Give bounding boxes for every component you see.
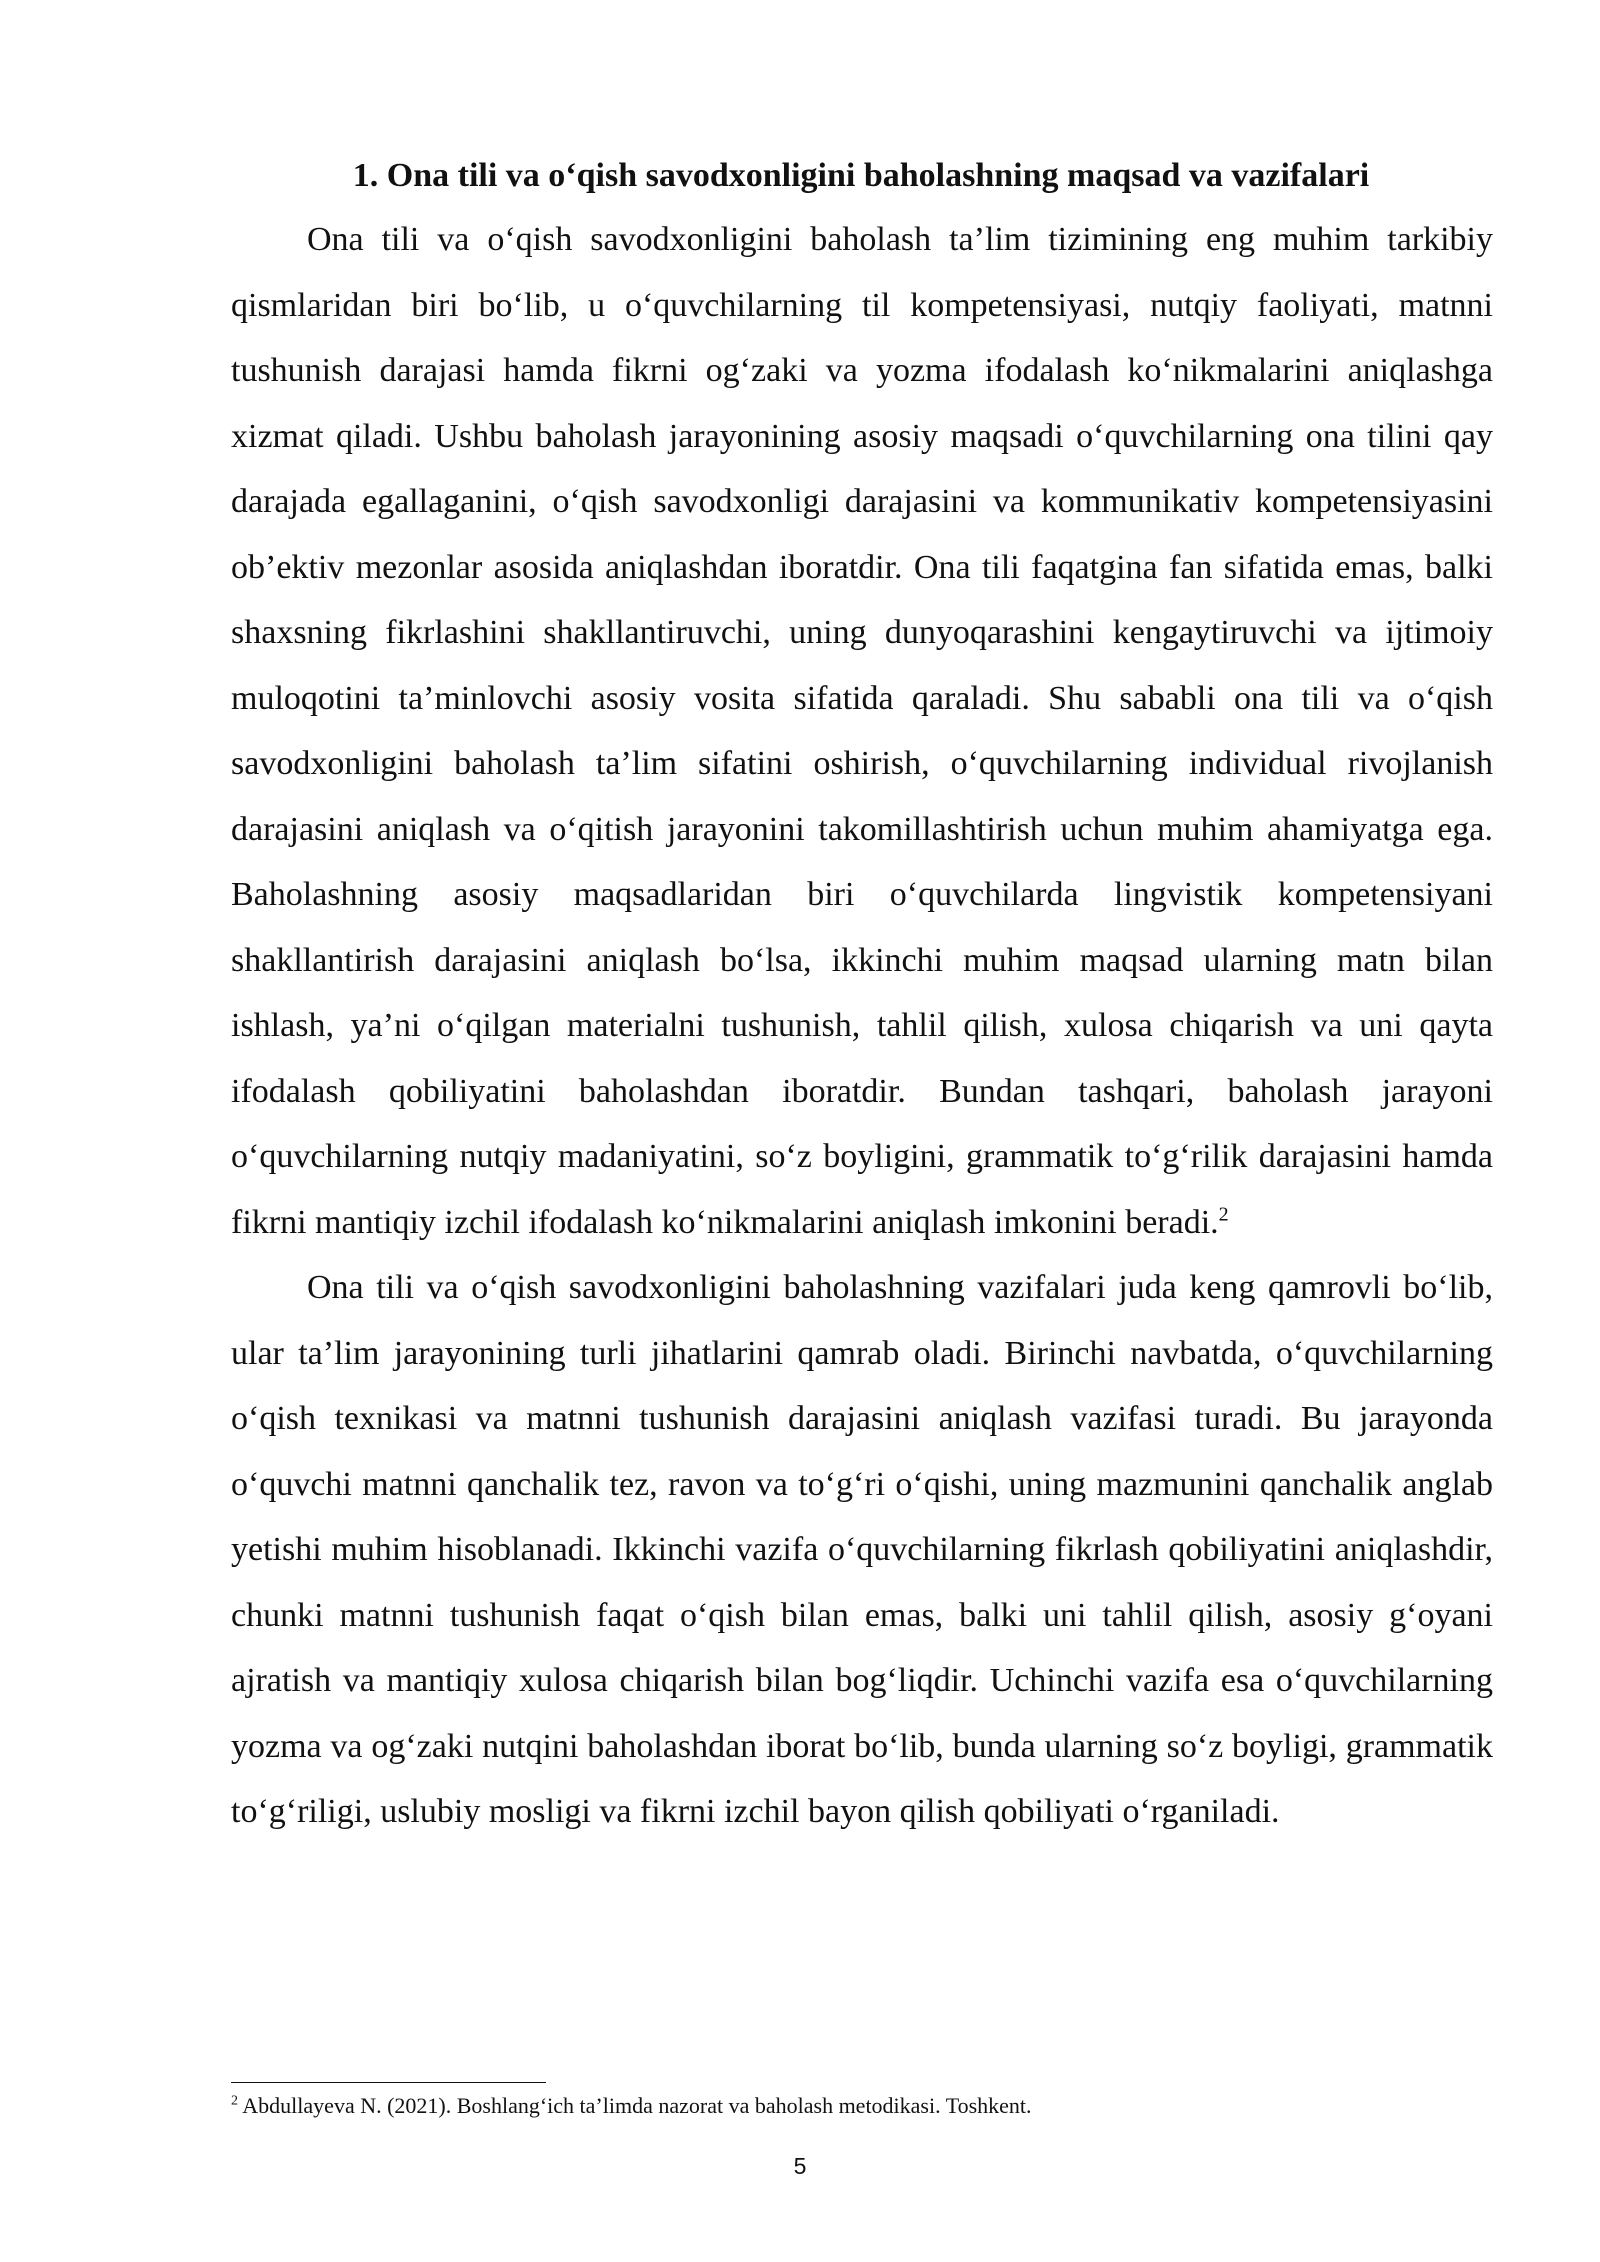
paragraph-1-text: Ona tili va o‘qish savodxonligini baholash ta’lim tizimining eng muhim tarkibiy qismlaridan biri bo‘lib, u o‘quvchilarning til kompetensiyasi, nutqiy faoliyati, matnni tushunish darajasi hamda fikrni og‘zaki va yozma ifodalash ko‘nikmalarini aniqlashga xizmat qiladi. Ushbu baholash jarayonining asosiy maqsadi o‘quvchilarning ona tilini qay darajada egallaganini, o‘qish savodxonligi darajasini va kommunikativ kompetensiyasini ob’ektiv mezonlar asosida aniqlashdan iboratdir. Ona tili faqatgina fan sifatida emas, balki shaxsning fikrlashini shakllantiruvchi, uning dunyoqarashini kengaytiruvchi va ijtimoiy muloqotini ta’minlovchi asosiy vosita sifatida qaraladi. Shu sababli ona tili va o‘qish savodxonligini baholash ta’lim sifatini oshirish, o‘quvchilarning individual rivojlanish darajasini aniqlash va o‘qitish jarayonini takomillashtirish uchun muhim ahamiyatga ega. Baholashning asosiy maqsadlaridan biri o‘quvchilarda lingvistik kompetensiyani shakllantirish darajasini aniqlash bo‘lsa, ikkinchi muhim maqsad ularning matn bilan ishlash, ya’ni o‘qilgan materialni tushunish, tahlil qilish, xulosa chiqarish va uni qayta ifodalash qobiliyatini baholashdan iboratdir. Bundan tashqari, baholash jarayoni o‘quvchilarning nutqiy madaniyatini, so‘z boyligini, grammatik to‘g‘rilik darajasini hamda fikrni mantiqiy izchil ifodalash ko‘nikmalarini aniqlash imkonini beradi. [231, 221, 1493, 1241]
paragraph-2-text: Ona tili va o‘qish savodxonligini baholashning vazifalari juda keng qamrovli bo‘lib, ular ta’lim jarayonining turli jihatlarini qamrab oladi. Birinchi navbatda, o‘quvchilarning o‘qish texnikasi va matnni tushunish darajasini aniqlash vazifasi turadi. Bu jarayonda o‘quvchi matnni qanchalik tez, ravon va to‘g‘ri o‘qishi, uning mazmunini qanchalik anglab yetishi muhim hisoblanadi. Ikkinchi vazifa o‘quvchilarning fikrlash qobiliyatini aniqlashdir, chunki matnni tushunish faqat o‘qish bilan emas, balki uni tahlil qilish, asosiy g‘oyani ajratish va mantiqiy xulosa chiqarish bilan bog‘liqdir. Uchinchi vazifa esa o‘quvchilarning yozma va og‘zaki nutqini baholashdan iborat bo‘lib, bunda ularning so‘z boyligi, grammatik to‘g‘riligi, uslubiy mosligi va fikrni izchil bayon qilish qobiliyati o‘rganiladi. [231, 1269, 1493, 1830]
footnote-text: Abdullayeva N. (2021). Boshlang‘ich ta’limda nazorat va baholash metodikasi. Toshkent. [242, 2093, 1032, 2118]
footnote-reference[interactable]: 2 [1218, 1203, 1229, 1226]
paragraph-2 [231, 1255, 1493, 1845]
page-number: 5 [793, 2153, 807, 2179]
section-heading: 1. Ona tili va o‘qish savodxonligini baholashning maqsad va vazifalari [352, 157, 1370, 194]
paragraph-1 [231, 207, 1493, 1255]
footnote [231, 2090, 1493, 2122]
footnote-number: 2 [231, 2093, 238, 2109]
footnote-separator [231, 2082, 546, 2083]
body-text [231, 207, 1493, 1845]
